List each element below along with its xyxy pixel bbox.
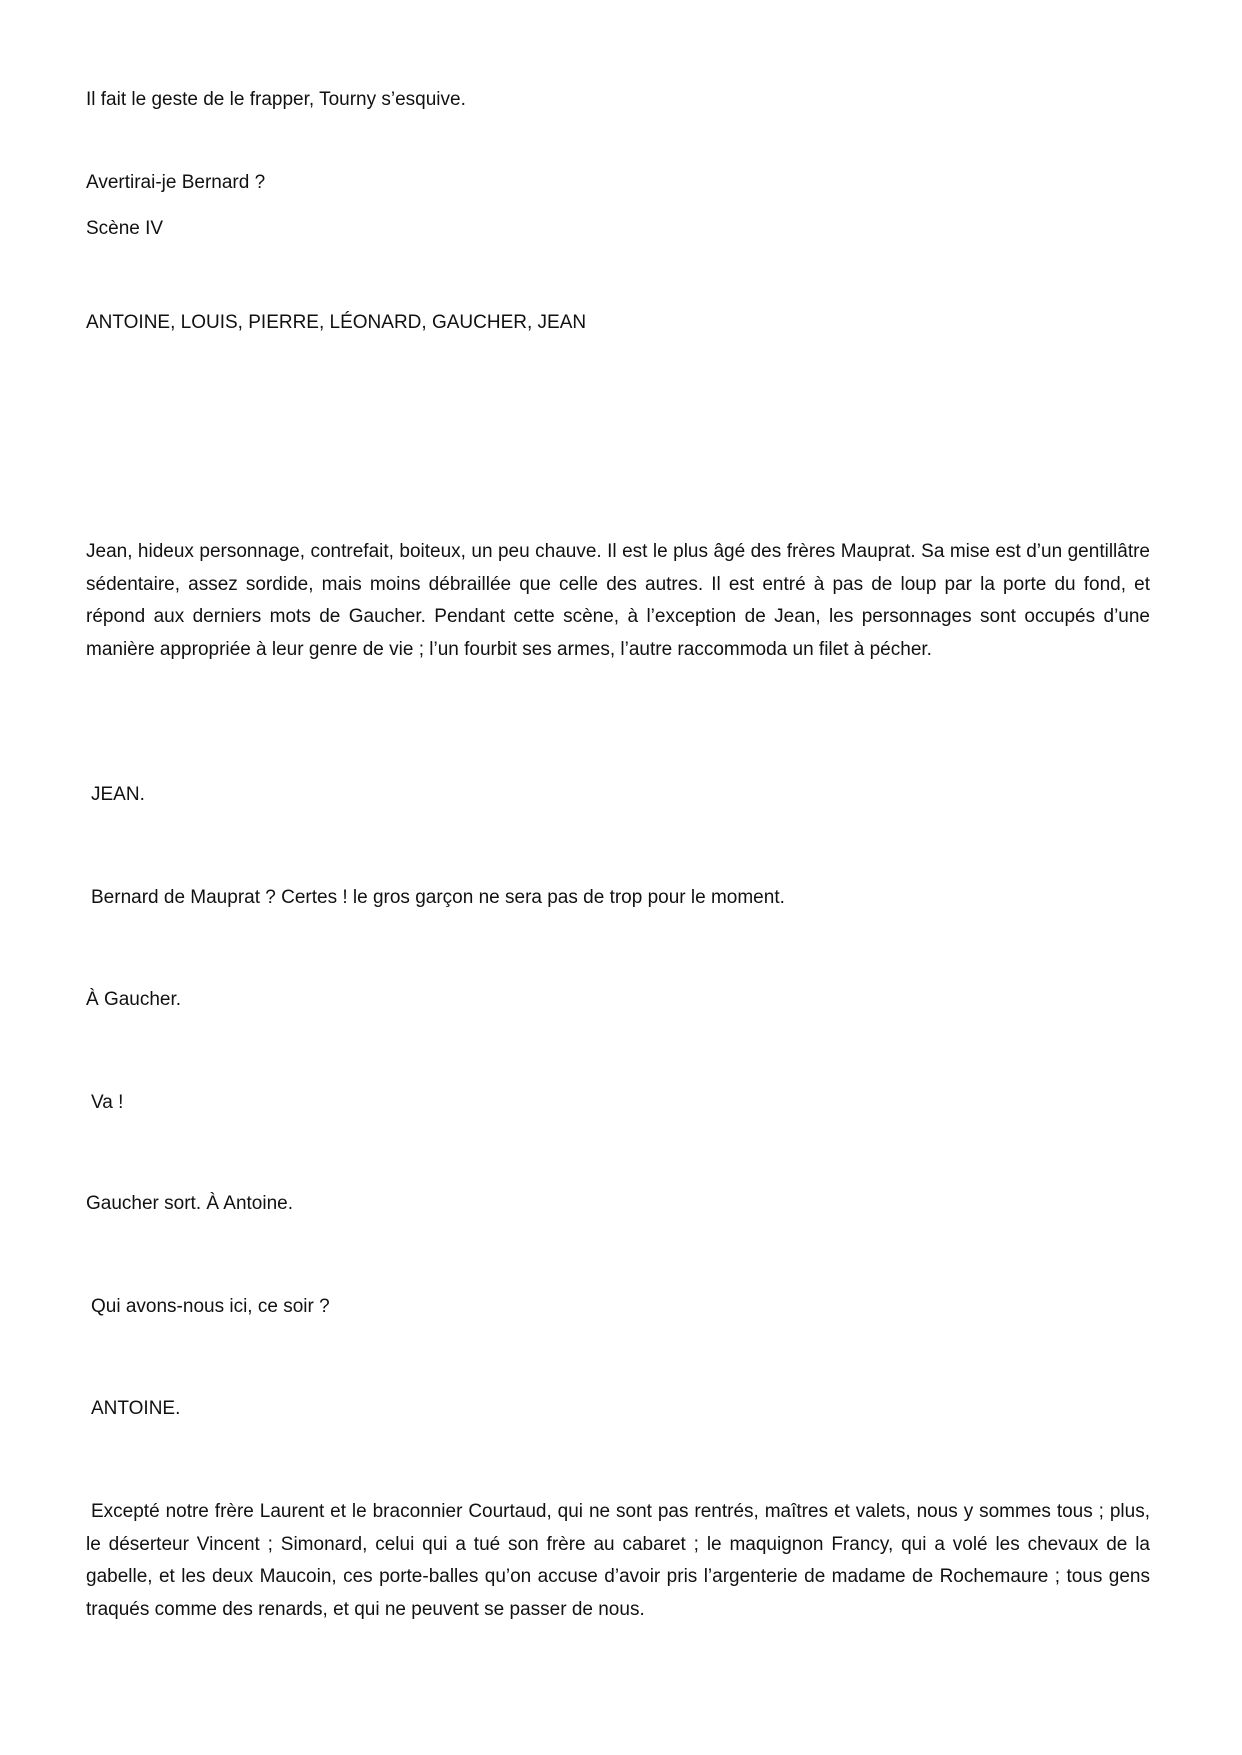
dialogue-antoine: Excepté notre frère Laurent et le braconnier Courtaud, qui ne sont pas rentrés, maîtres et valets, nous y sommes tous ; plus, le déserteur Vincent ; Simonard, celui qui a tué son frère au cabaret ; le maquignon Francy, qui a volé les chevaux de la gabelle, et les deux Maucoin, ces porte-balles qu’on accuse d’avoir pris l’argenterie de madame de Rochemaure ; tous gens traqués comme des renards, et qui ne peuvent se passer de nous. xyxy=(86,1501,1150,1620)
speaker-jean: JEAN. xyxy=(91,784,145,805)
line-avertirai: Avertirai-je Bernard ? xyxy=(86,172,266,193)
stage-direction-jean: Jean, hideux personnage, contrefait, boiteux, un peu chauve. Il est le plus âgé des frères Mauprat. Sa mise est d’un gentillâtre sédentaire, assez sordide, mais moins débraillée que celle des autres. Il est entré à pas de loup par la porte du fond, et répond aux derniers mots de Gaucher. Pendant cette scène, à l’exception de Jean, les personnages sont occupés d’une manière appropriée à leur genre de vie ; l’un fourbit ses armes, l’autre raccommoda un filet à pécher. xyxy=(86,541,1150,660)
dialogue-va: Va ! xyxy=(91,1092,124,1113)
stage-direction-a-gaucher: À Gaucher. xyxy=(86,989,182,1010)
dialogue-jean-1: Bernard de Mauprat ? Certes ! le gros garçon ne sera pas de trop pour le moment. xyxy=(91,887,785,908)
scene-heading: Scène IV xyxy=(86,218,164,239)
stage-direction-gaucher-sort: Gaucher sort. À Antoine. xyxy=(86,1193,294,1214)
stage-direction-strike: Il fait le geste de le frapper, Tourny s’esquive. xyxy=(86,89,466,110)
speaker-antoine: ANTOINE. xyxy=(91,1398,181,1419)
dialogue-qui-avons: Qui avons-nous ici, ce soir ? xyxy=(91,1296,330,1317)
character-list: ANTOINE, LOUIS, PIERRE, LÉONARD, GAUCHER, JEAN xyxy=(86,312,587,333)
